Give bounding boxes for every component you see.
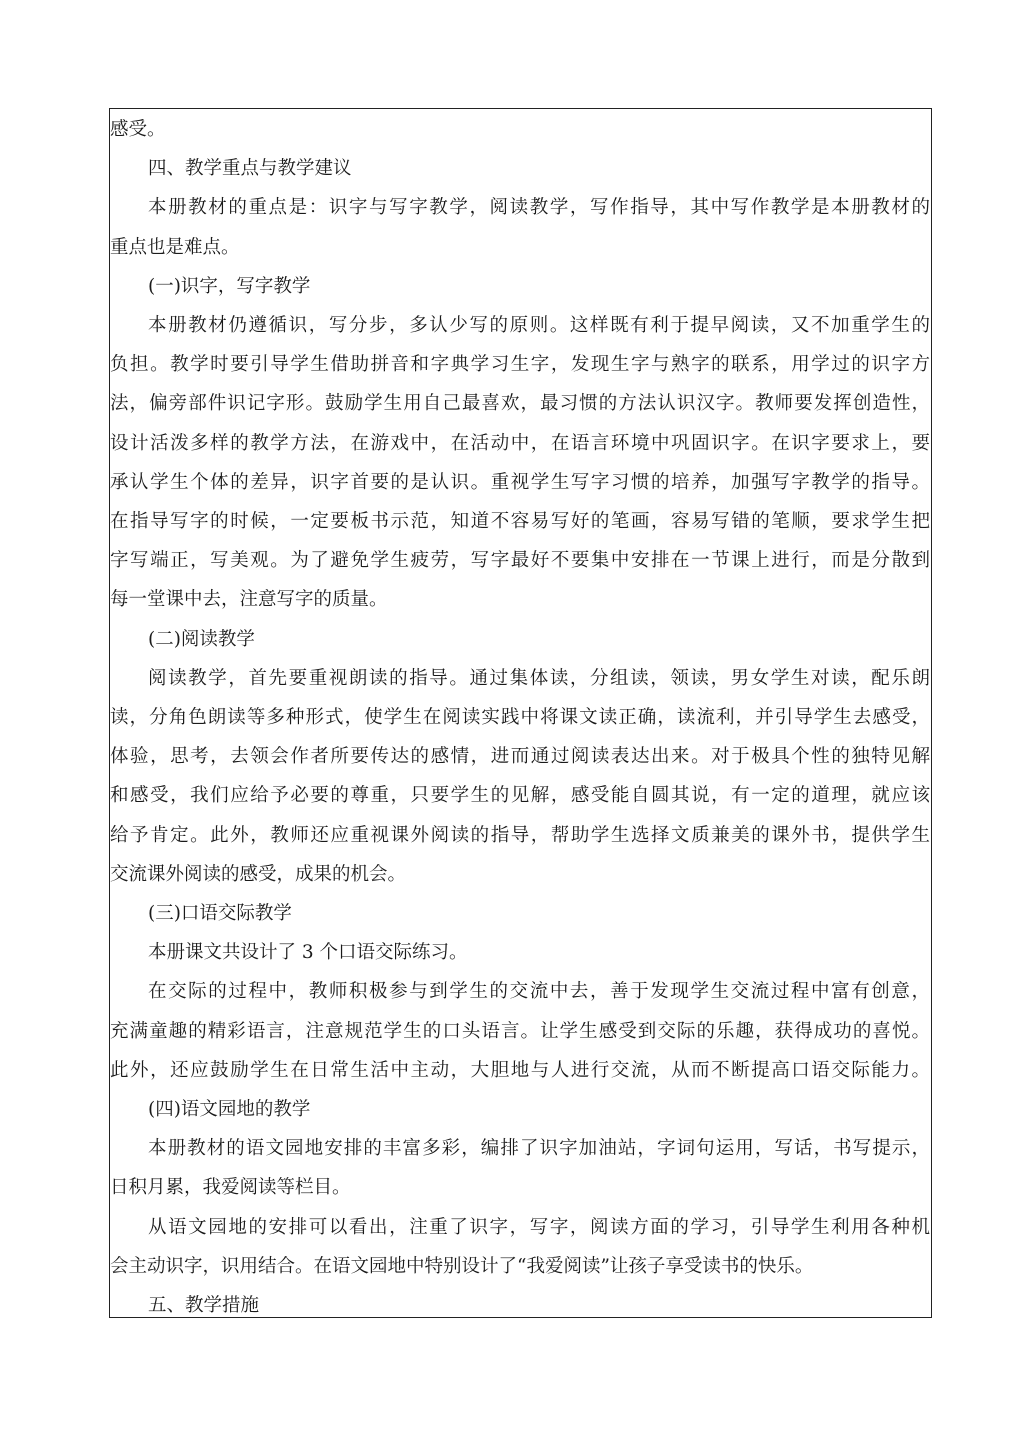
text-line: 每一堂课中去，注意写字的质量。 bbox=[110, 589, 388, 611]
text-line: 感受。 bbox=[110, 119, 166, 140]
text-line: 在指导写字的时候，一定要板书示范，知道不容易写好的笔画，容易写错的笔顺，要求学生把 bbox=[110, 511, 930, 532]
text-line: 会主动识字，识用结合。在语文园地中特别设计了“我爱阅读”让孩子享受读书的快乐。 bbox=[110, 1255, 814, 1277]
text-line: 本册教材仍遵循识，写分步，多认少写的原则。这样既有利于提早阅读，又不加重学生的 bbox=[148, 315, 930, 336]
text-line: 在交际的过程中，教师积极参与到学生的交流中去，善于发现学生交流过程中富有创意， bbox=[148, 981, 930, 1003]
text-line: 设计活泼多样的教学方法，在游戏中，在活动中，在语言环境中巩固识字。在识字要求上，要 bbox=[110, 432, 930, 454]
text-line: 五、教学措施 bbox=[148, 1295, 260, 1316]
text-line: (一)识字，写字教学 bbox=[148, 275, 311, 297]
text-line: 负担。教学时要引导学生借助拼音和字典学习生字，发现生字与熟字的联系，用学过的识字方 bbox=[110, 354, 930, 376]
text-line: (四)语文园地的教学 bbox=[148, 1099, 311, 1120]
text-line: 日积月累，我爱阅读等栏目。 bbox=[110, 1177, 351, 1199]
text-line: (三)口语交际教学 bbox=[148, 903, 292, 924]
text-line: 从语文园地的安排可以看出，注重了识字，写字，阅读方面的学习，引导学生利用各种机 bbox=[148, 1216, 930, 1238]
text-line: 本册课文共设计了 3 个口语交际练习。 bbox=[148, 942, 468, 964]
text-line: 字写端正，写美观。为了避免学生疲劳，写字最好不要集中安排在一节课上进行，而是分散到 bbox=[110, 550, 930, 572]
text-line: (二)阅读教学 bbox=[148, 628, 255, 650]
text-line: 四、教学重点与教学建议 bbox=[148, 158, 352, 180]
text-line: 体验，思考，去领会作者所要传达的感情，进而通过阅读表达出来。对于极具个性的独特见解 bbox=[110, 746, 930, 768]
text-line: 充满童趣的精彩语言，注意规范学生的口头语言。让学生感受到交际的乐趣，获得成功的喜悦。 bbox=[110, 1020, 930, 1042]
text-line: 阅读教学，首先要重视朗读的指导。通过集体读，分组读，领读，男女学生对读，配乐朗 bbox=[148, 667, 930, 689]
text-line: 给予肯定。此外，教师还应重视课外阅读的指导，帮助学生选择文质兼美的课外书，提供学生 bbox=[110, 824, 930, 846]
text-line: 法，偏旁部件识记字形。鼓励学生用自己最喜欢，最习惯的方法认识汉字。教师要发挥创造性， bbox=[110, 393, 930, 415]
text-line: 交流课外阅读的感受，成果的机会。 bbox=[110, 863, 407, 885]
text-line: 读，分角色朗读等多种形式，使学生在阅读实践中将课文读正确，读流利，并引导学生去感受， bbox=[110, 707, 930, 728]
text-line: 本册教材的重点是：识字与写字教学，阅读教学，写作指导，其中写作教学是本册教材的 bbox=[148, 197, 930, 219]
text-line: 承认学生个体的差异，识字首要的是认识。重视学生写字习惯的培养，加强写字教学的指导。 bbox=[110, 471, 930, 493]
text-line: 重点也是难点。 bbox=[110, 236, 240, 258]
text-line: 本册教材的语文园地安排的丰富多彩，编排了识字加油站，字词句运用，写话，书写提示， bbox=[148, 1138, 930, 1160]
text-line: 此外，还应鼓励学生在日常生活中主动，大胆地与人进行交流，从而不断提高口语交际能力。 bbox=[110, 1059, 930, 1081]
text-line: 和感受，我们应给予必要的尊重，只要学生的见解，感受能自圆其说，有一定的道理，就应该 bbox=[110, 785, 930, 807]
